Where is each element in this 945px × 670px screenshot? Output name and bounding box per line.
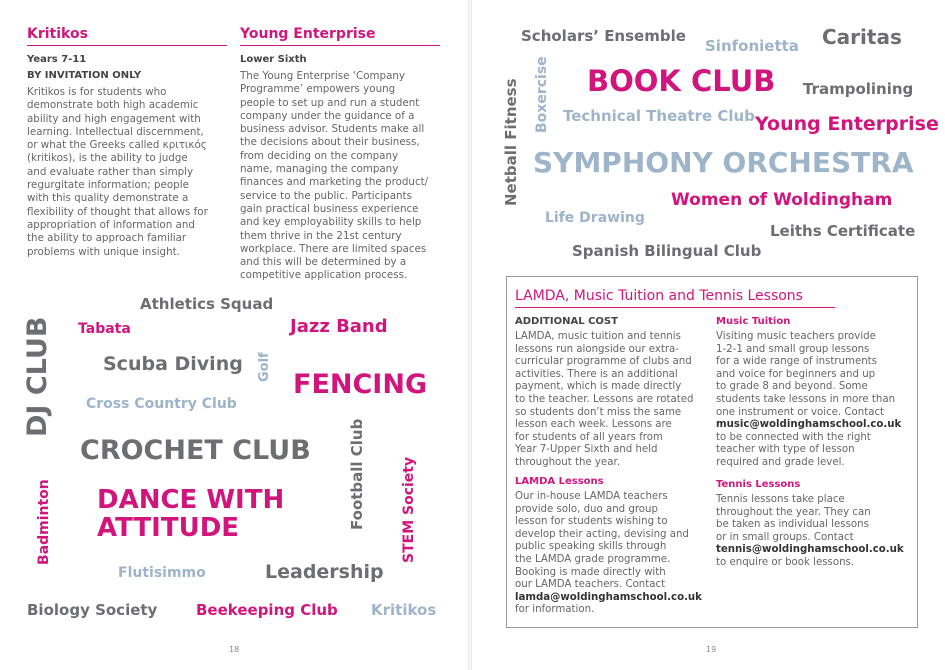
word-dance-with: DANCE WITH xyxy=(97,485,285,515)
word-kritikos: Kritikos xyxy=(371,601,437,619)
text-line: to be connected with the right xyxy=(716,431,871,443)
kritikos-invitation: BY INVITATION ONLY xyxy=(27,70,142,81)
young-enterprise-body xyxy=(240,70,445,283)
lamda-lessons-body xyxy=(515,491,710,617)
word-netball-fitness: Netball Fitness xyxy=(502,78,520,206)
text-line: learning. Intellectual discernment, xyxy=(27,125,204,138)
text-line: lesson for students wishing to xyxy=(515,516,668,528)
text-line: students take lessons in more than xyxy=(716,393,896,405)
text-line: or in small groups. Contact xyxy=(716,531,854,543)
text-line: and this will be determined by a xyxy=(240,256,407,269)
text-line: business advisor. Students make all xyxy=(240,123,425,136)
text-line: name, managing the company xyxy=(240,163,399,176)
text-line: required and grade level. xyxy=(716,456,845,468)
text-line: curricular programme of clubs and xyxy=(515,356,692,368)
text-line: for information. xyxy=(515,604,595,616)
tennis-lessons-heading: Tennis Lessons xyxy=(716,479,801,490)
kritikos-heading: Kritikos xyxy=(27,26,227,46)
word-beekeeping-club: Beekeeping Club xyxy=(196,601,338,619)
kritikos-body xyxy=(27,86,227,259)
word-women-of-woldingham: Women of Woldingham xyxy=(671,190,893,210)
lamda-email-link[interactable]: lamda@woldinghamschool.co.uk xyxy=(515,591,702,603)
text-line: the LAMDA grade programme. xyxy=(515,553,671,565)
word-golf: Golf xyxy=(257,352,272,382)
word-scuba-diving: Scuba Diving xyxy=(103,353,243,375)
text-line: (kritikos), is the ability to judge xyxy=(27,152,188,165)
text-line: the ability to approach familiar xyxy=(27,232,187,245)
text-line: Tennis lessons take place xyxy=(716,494,845,505)
text-line: LAMDA, music tuition and tennis xyxy=(515,331,681,342)
text-line: so students don’t miss the same xyxy=(515,406,682,418)
additional-cost-label: ADDITIONAL COST xyxy=(515,316,618,327)
music-email-link[interactable]: music@woldinghamschool.co.uk xyxy=(716,419,902,431)
word-trampolining: Trampolining xyxy=(803,80,914,98)
text-line: throughout the year. They can xyxy=(716,506,871,518)
text-line: be taken as individual lessons xyxy=(716,519,869,531)
text-line: 1-2-1 and small group lessons xyxy=(716,343,870,355)
left-page xyxy=(0,0,470,670)
text-line: workplace. There are limited spaces xyxy=(240,242,427,255)
text-line: company under the guidance of a xyxy=(240,109,415,122)
text-line: payment, which is made directly xyxy=(515,381,682,393)
word-leiths-certificate: Leiths Certificate xyxy=(770,222,916,240)
word-jazz-band: Jazz Band xyxy=(290,316,388,337)
text-line: to enquire or book lessons. xyxy=(716,556,855,568)
word-badminton: Badminton xyxy=(36,479,52,565)
text-line: for students of all years from xyxy=(515,431,663,443)
text-line: ability and high engagement with xyxy=(27,112,201,125)
kritikos-years: Years 7-11 xyxy=(27,54,87,65)
text-line: Our in-house LAMDA teachers xyxy=(515,491,668,502)
text-line: people to set up and run a student xyxy=(240,96,420,109)
text-line: finances and marketing the product/ xyxy=(240,176,429,189)
text-line: Booking is made directly with xyxy=(515,566,666,578)
young-enterprise-years: Lower Sixth xyxy=(240,54,307,65)
tennis-lessons-body xyxy=(716,494,914,570)
word-flutisimmo: Flutisimmo xyxy=(118,565,206,581)
text-line: regurgitate information; people xyxy=(27,179,189,192)
text-line: the decisions about their business, xyxy=(240,136,420,149)
word-symphony-orchestra: SYMPHONY ORCHESTRA xyxy=(533,146,914,179)
text-line: appropriation of information and xyxy=(27,218,195,231)
word-dj-club: DJ CLUB xyxy=(22,316,53,437)
text-line: lesson each week. Lessons are xyxy=(515,419,672,431)
page-number-left: 18 xyxy=(229,645,240,654)
text-line: to the teacher. Lessons are rotated xyxy=(515,393,694,405)
text-line: to grade 8 and beyond. Some xyxy=(716,381,868,393)
lamda-intro xyxy=(515,331,710,470)
young-enterprise-heading: Young Enterprise xyxy=(240,26,440,46)
word-leadership: Leadership xyxy=(265,561,384,583)
text-line: provide solo, duo and group xyxy=(515,503,658,515)
lamda-box-title: LAMDA, Music Tuition and Tennis Lessons xyxy=(515,288,835,308)
text-line: one instrument or voice. Contact xyxy=(716,406,885,418)
text-line: public speaking skills through xyxy=(515,541,667,553)
text-line: Kritikos is for students who xyxy=(27,86,167,98)
text-line: Visiting music teachers provide xyxy=(716,331,876,342)
word-cross-country-club: Cross Country Club xyxy=(86,396,237,412)
word-young-enterprise: Young Enterprise xyxy=(755,113,939,135)
word-book-club: BOOK CLUB xyxy=(587,64,776,98)
word-fencing: FENCING xyxy=(293,369,428,400)
word-scholars-ensemble: Scholars’ Ensemble xyxy=(521,27,686,45)
text-line: and voice for beginners and up xyxy=(716,368,876,380)
text-line: Programme’ empowers young xyxy=(240,83,396,96)
word-sinfonietta: Sinfonietta xyxy=(705,37,799,55)
word-spanish-bilingual-club: Spanish Bilingual Club xyxy=(572,242,762,260)
text-line: demonstrate both high academic xyxy=(27,99,199,112)
tennis-email-link[interactable]: tennis@woldinghamschool.co.uk xyxy=(716,544,904,556)
page-gutter xyxy=(468,0,472,670)
music-tuition-heading: Music Tuition xyxy=(716,316,791,327)
text-line: throughout the year. xyxy=(515,456,620,468)
text-line: flexibility of thought that allows for xyxy=(27,205,208,218)
word-caritas: Caritas xyxy=(822,25,902,49)
text-line: activities. There is an additional xyxy=(515,368,678,380)
text-line: service to the public. Participants xyxy=(240,189,412,202)
word-attitude: ATTITUDE xyxy=(97,513,240,543)
text-line: gain practical business experience xyxy=(240,202,419,215)
text-line: or what the Greeks called κριτικός xyxy=(27,139,207,152)
text-line: our LAMDA teachers. Contact xyxy=(515,579,666,591)
text-line: them thrive in the 21st century xyxy=(240,229,402,242)
word-football-club: Football Club xyxy=(348,418,366,530)
word-stem-society: STEM Society xyxy=(401,456,417,563)
lamda-lessons-heading: LAMDA Lessons xyxy=(515,476,604,487)
word-crochet-club: CROCHET CLUB xyxy=(80,435,311,466)
text-line: for a wide range of instruments xyxy=(716,356,877,368)
text-line: with this quality demonstrate a xyxy=(27,192,189,205)
word-tabata: Tabata xyxy=(78,321,131,337)
word-boxercise: Boxercise xyxy=(534,56,550,133)
page-number-right: 19 xyxy=(706,645,717,654)
word-biology-society: Biology Society xyxy=(27,601,158,619)
text-line: teacher with type of lesson xyxy=(716,444,855,456)
music-tuition-body xyxy=(716,331,914,470)
text-line: problems with unique insight. xyxy=(27,245,180,258)
text-line: develop their acting, devising and xyxy=(515,528,689,540)
text-line: lessons run alongside our extra- xyxy=(515,343,679,355)
word-athletics-squad: Athletics Squad xyxy=(140,295,274,313)
lamda-info-box xyxy=(506,276,918,628)
text-line: and key employability skills to help xyxy=(240,216,422,229)
word-life-drawing: Life Drawing xyxy=(545,210,645,226)
text-line: Year 7-Upper Sixth and held xyxy=(515,444,658,456)
text-line: competitive application process. xyxy=(240,269,408,282)
text-line: from deciding on the company xyxy=(240,149,399,162)
word-technical-theatre-club: Technical Theatre Club xyxy=(563,107,755,125)
text-line: The Young Enterprise ‘Company xyxy=(240,70,406,82)
text-line: and evaluate rather than simply xyxy=(27,165,194,178)
